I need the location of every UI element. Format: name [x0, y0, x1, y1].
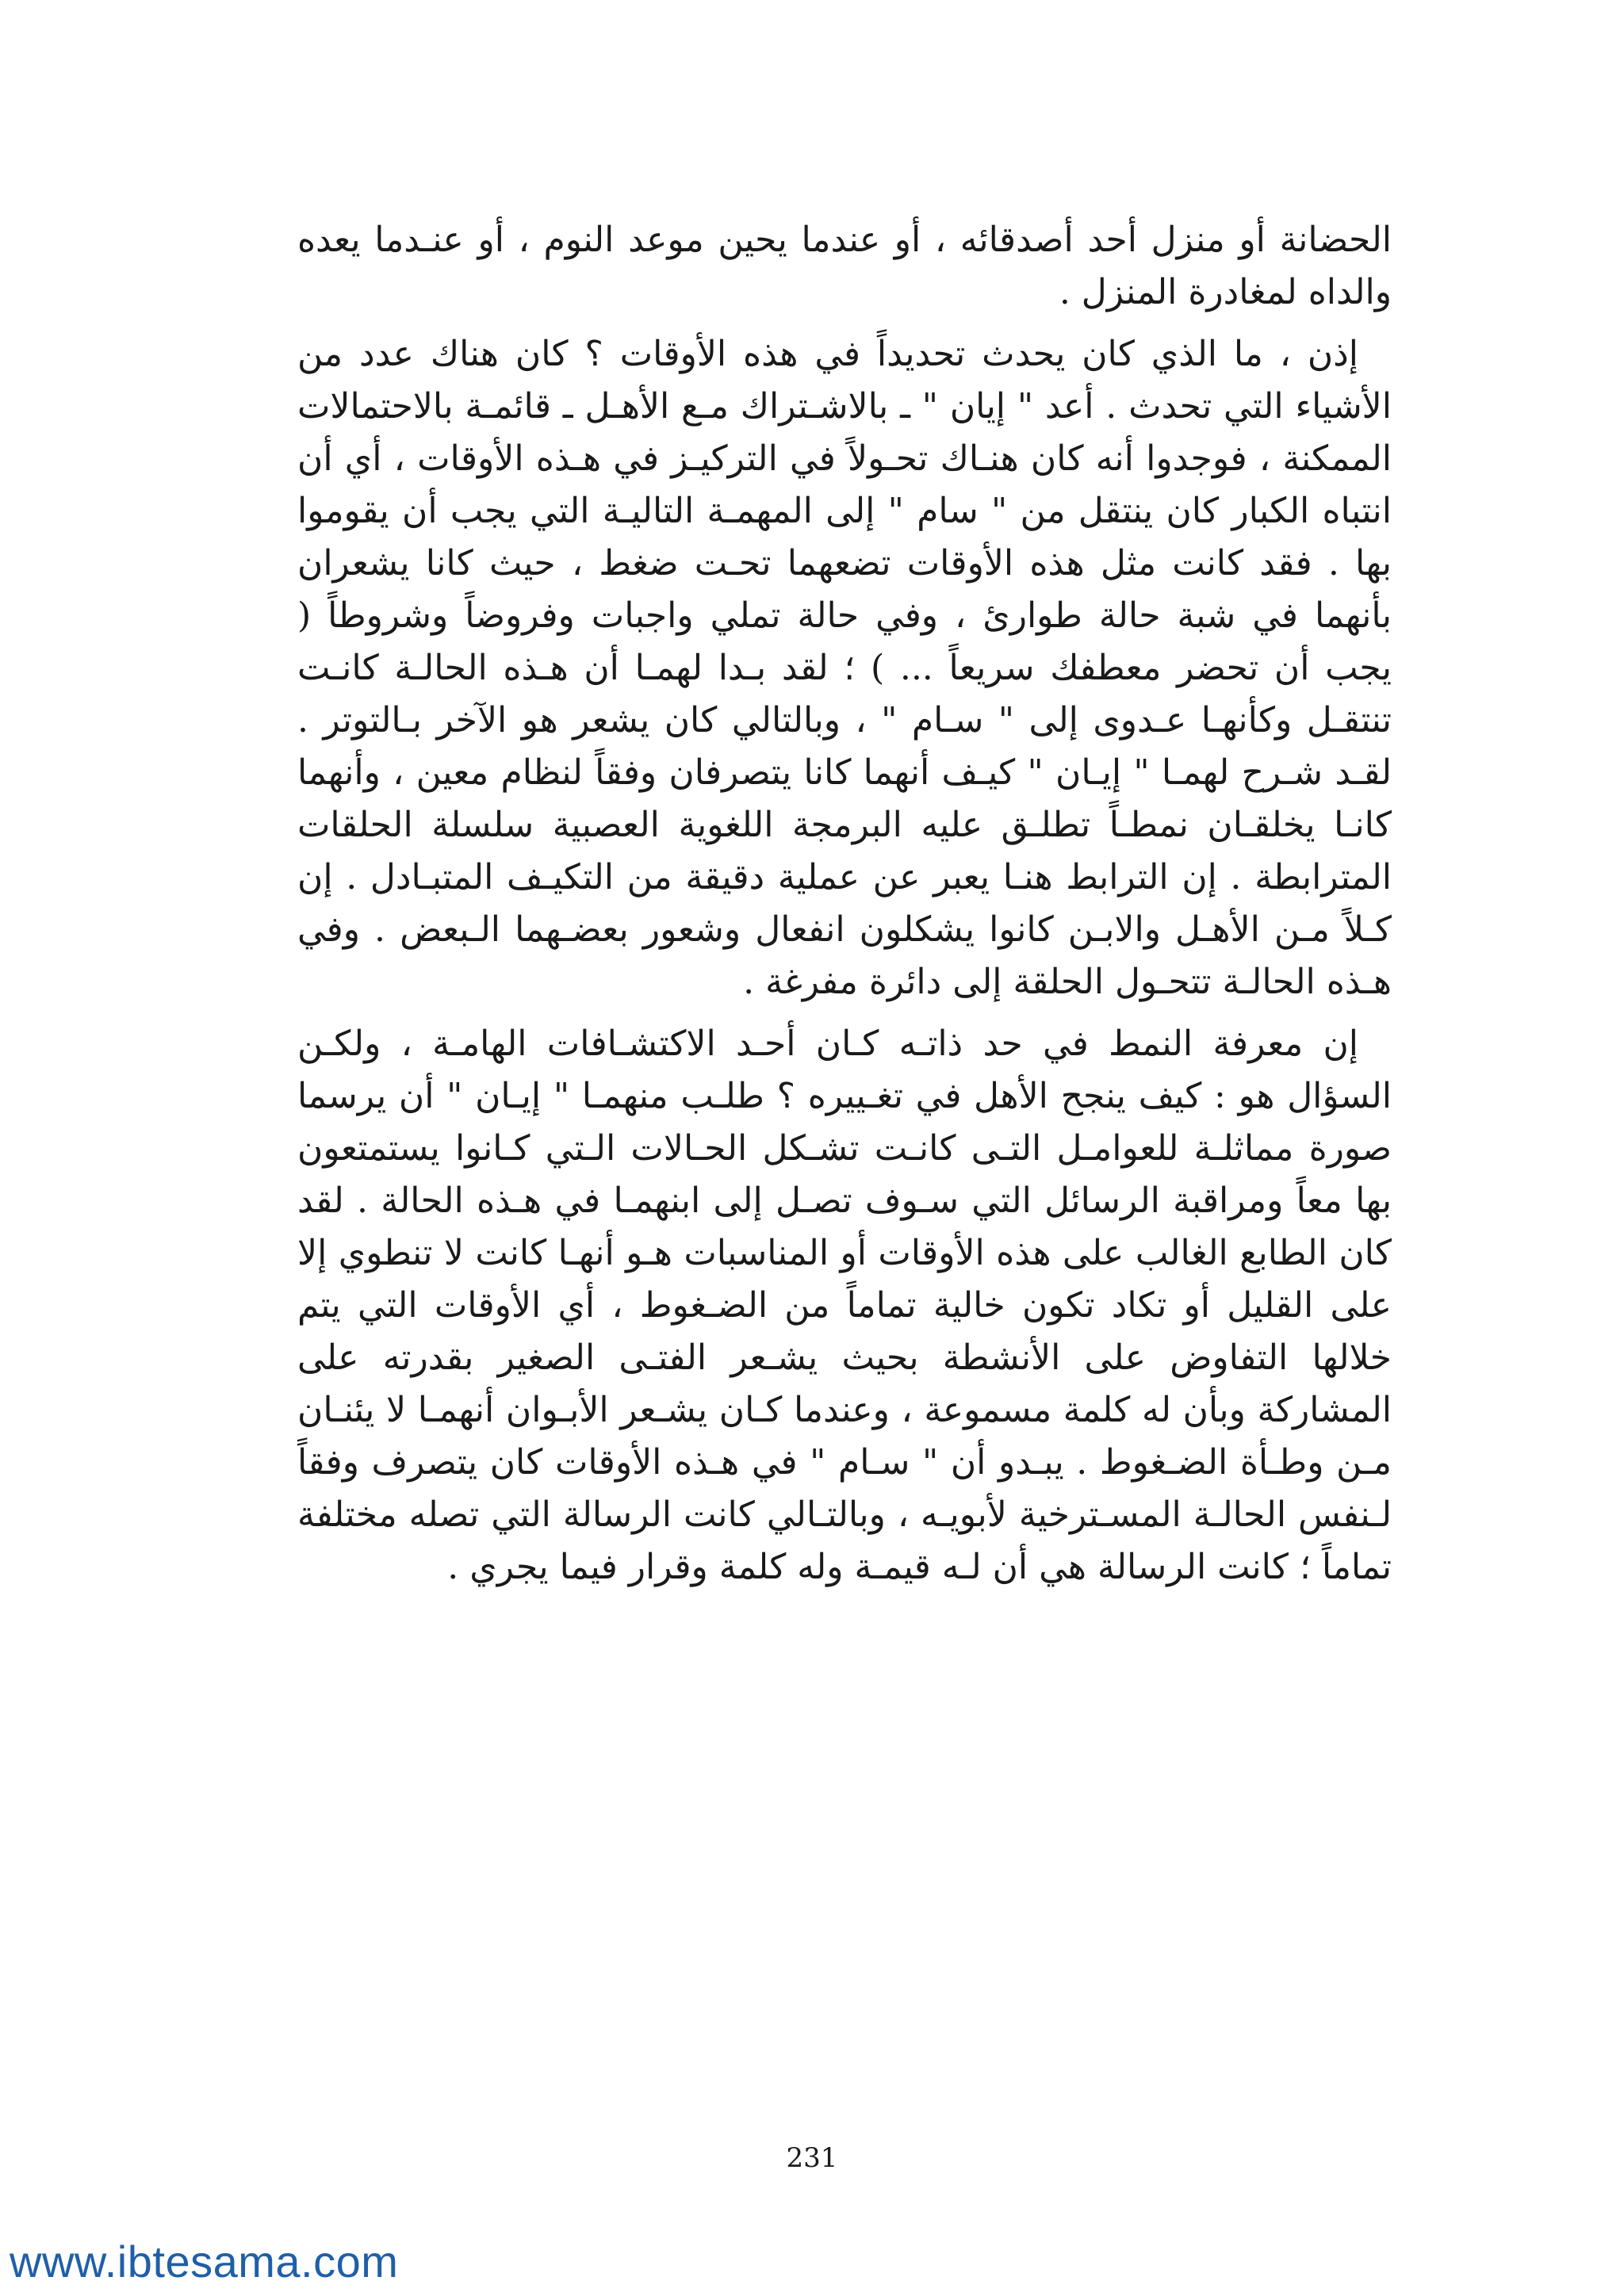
paragraph-continuation: الحضانة أو منزل أحد أصدقائه ، أو عندما يحين موعد النوم ، أو عنـدما يعده والداه لمغادرة المنزل . [297, 220, 1392, 312]
paragraph: إن معرفة النمط في حد ذاتـه كـان أحـد الاكتشـافات الهامـة ، ولكـن السؤال هو : كيف ينجح الأهل في تغـييره ؟ طلـب منهمـا " إيـان " أن يرسما صورة مماثلـة للعوامـل التـى كانـت تشـكل الحـالات الـتي كـانوا يستمتعون بها معاً ومراقبة الرسائل التي سـوف تصـل إلى ابنهمـا في هـذه الحالة . لقد كان الطابع الغالب على هذه الأوقات أو المناسبات هـو أنهـا كانت لا تنطوي إلا على القليل أو تكاد تكون خالية تماماً من الضـغوط ، أي الأوقات التي يتم خلالها التفاوض على الأنشطة بحيث يشـعر الفتـى الصغير بقدرته على المشاركة وبأن له كلمة مسموعة ، وعندما كـان يشـعر الأبـوان أنهمـا لا يئنـان مـن وطـأة الضـغوط . يبـدو أن " سـام " في هـذه الأوقات كان يتصرف وفقاً لـنفس الحالـة المسـترخية لأبويـه ، وبالتـالي كانت الرسالة التي تصله مختلفة تماماً ؛ كانت الرسالة هي أن لـه قيمـة وله كلمة وقرار فيما يجري . [297, 1024, 1392, 1587]
body-text [297, 214, 1392, 1603]
site-watermark-link[interactable]: www.ibtesama.com [10, 2237, 399, 2286]
page-number: 231 [786, 2142, 838, 2174]
paragraph: إذن ، ما الذي كان يحدث تحديداً في هذه الأوقات ؟ كان هناك عدد من الأشياء التي تحدث . أعد " إيان " ـ بالاشـتراك مـع الأهـل ـ قائمـة بالاحتمالات الممكنة ، فوجدوا أنه كان هنـاك تحـولاً في التركيـز في هـذه الأوقات ، أي أن انتباه الكبار كان ينتقل من " سام " إلى المهمـة التاليـة التي يجب أن يقوموا بها . فقد كانت مثل هذه الأوقات تضعهما تحـت ضغط ، حيث كانا يشعران بأنهما في شبة حالة طوارئ ، وفي حالة تملي واجبات وفروضاً وشروطاً ( يجب أن تحضر معطفك سريعاً ... ) ؛ لقد بـدا لهمـا أن هـذه الحالـة كانـت تنتقـل وكأنهـا عـدوى إلى " سـام " ، وبالتالي كان يشعر هو الآخر بـالتوتر . لقـد شـرح لهمـا " إيـان " كيـف أنهما كانا يتصرفان وفقاً لنظام معين ، وأنهما كانـا يخلقـان نمطـاً تطلـق عليه البرمجة اللغوية العصبية سلسلة الحلقات المترابطة . إن الترابط هنـا يعبر عن عملية دقيقة من التكيـف المتبـادل . إن كـلاً مـن الأهـل والابـن كانوا يشكلون انفعال وشعور بعضـهما الـبعض . وفي هـذه الحالـة تتحـول الحلقة إلى دائرة مفرغة . [297, 334, 1392, 1002]
